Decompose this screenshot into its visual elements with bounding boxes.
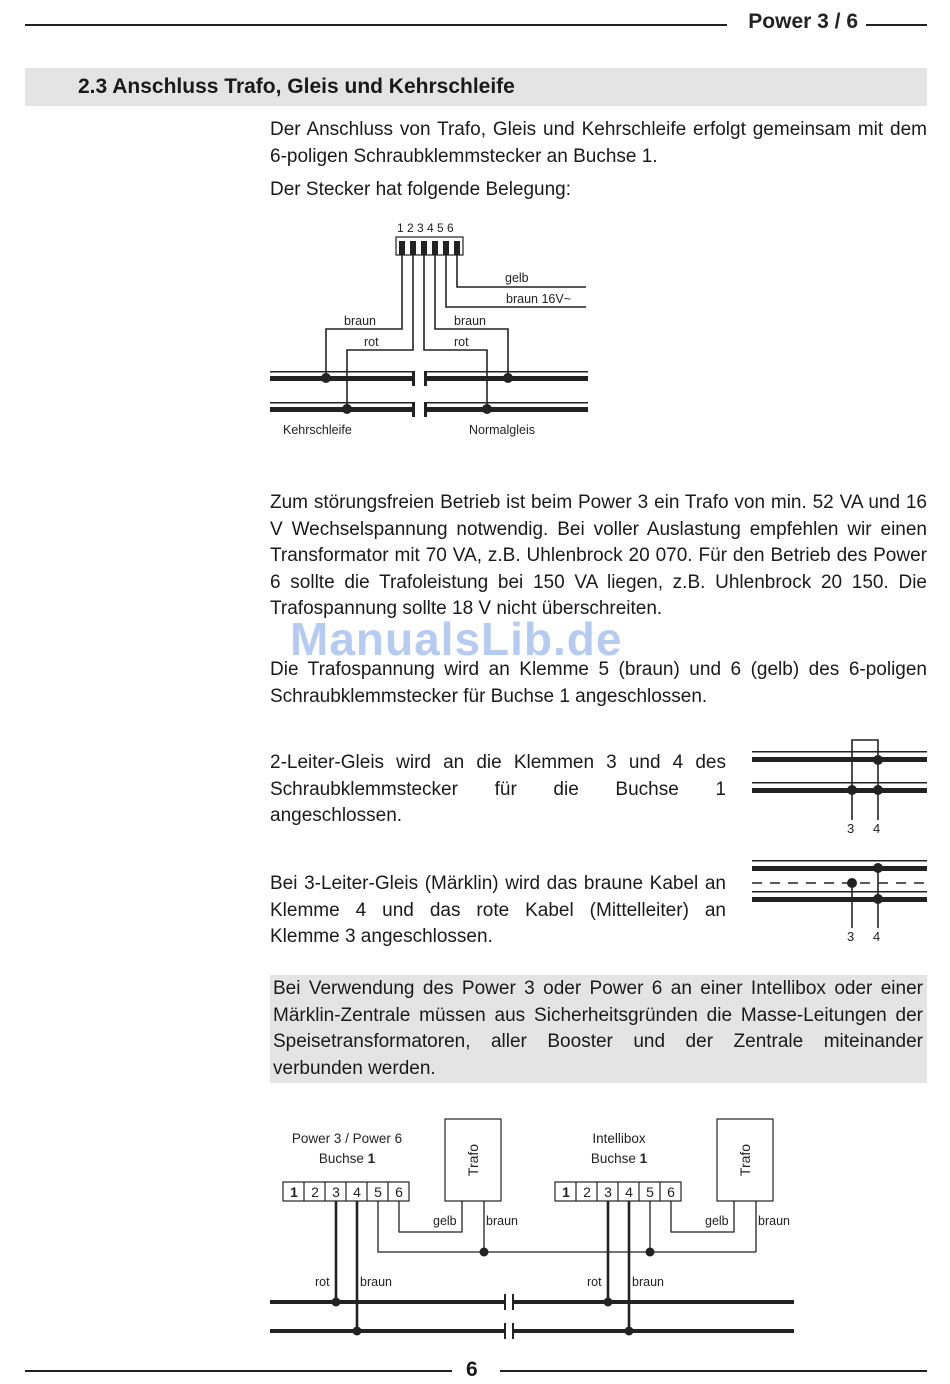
svg-text:2: 2 [583,1184,591,1200]
svg-text:4: 4 [873,929,881,944]
paragraph-2-leiter: 2-Leiter-Gleis wird an die Klemmen 3 und 4 des Schraubklemmstecker für die Buchse 1 angeschlossen. [270,752,726,826]
page-number: 6 [466,1358,478,1381]
power-buchse: Buchse 1 [318,1151,376,1166]
svg-text:1: 1 [562,1184,570,1200]
svg-text:rot: rot [587,1275,602,1289]
svg-text:5: 5 [646,1184,654,1200]
plug-wiring-diagram [268,218,593,443]
note-text: Bei Verwendung des Power 3 oder Power 6 an einer Intellibox oder einer Märklin-Zentrale müssen aus Sicherheitsgründen die Masse-Leitungen der Speisetransformatoren, aller Booster und der Zentrale miteinander verbunden werden. [273,978,923,1079]
three-rail-diagram [750,852,930,952]
svg-text:braun 16V~: braun 16V~ [506,292,571,306]
svg-text:4: 4 [625,1184,633,1200]
svg-text:Kehrschleife: Kehrschleife [283,423,352,437]
power-terminal-block [283,1182,409,1201]
svg-text:Trafo: Trafo [465,1143,481,1177]
intellibox-buchse: Buchse 1 [590,1151,648,1166]
svg-text:4: 4 [353,1184,361,1200]
paragraph-3-leiter: Bei 3-Leiter-Gleis (Märklin) wird das braune Kabel an Klemme 4 und das rote Kabel (Mittelleiter) an Klemme 3 angeschlossen. [270,873,726,947]
svg-text:rot: rot [364,335,379,349]
intellibox-terminal-block [555,1182,681,1201]
svg-text:braun: braun [486,1214,518,1228]
svg-text:5: 5 [374,1184,382,1200]
svg-text:Normalgleis: Normalgleis [469,423,535,437]
paragraph-stecker: Der Stecker hat folgende Belegung: [270,179,572,200]
svg-text:3: 3 [847,929,855,944]
intellibox-title: Intellibox [592,1131,646,1146]
svg-text:rot: rot [454,335,469,349]
svg-text:3: 3 [847,821,855,836]
two-rail-diagram [750,736,930,836]
svg-text:rot: rot [315,1275,330,1289]
footer-rule-right [500,1370,927,1372]
svg-text:braun: braun [344,314,376,328]
svg-text:braun: braun [758,1214,790,1228]
paragraph-trafospannung: Die Trafospannung wird an Klemme 5 (braun) und 6 (gelb) des 6-poligen Schraubklemmstecker für Buchse 1 angeschlossen. [270,659,927,707]
booster-connection-diagram [268,1112,798,1347]
svg-text:gelb: gelb [505,271,529,285]
footer-rule-left [25,1370,452,1372]
paragraph-intro: Der Anschluss von Trafo, Gleis und Kehrschleife erfolgt gemeinsam mit dem 6-poligen Schraubklemmstecker an Buchse 1. [270,119,927,167]
svg-text:6: 6 [395,1184,403,1200]
svg-text:braun: braun [454,314,486,328]
paragraph-trafo: Zum störungsfreien Betrieb ist beim Power 3 ein Trafo von min. 52 VA und 16 V Wechselspannung notwendig. Bei voller Auslastung empfehlen wir einen Transformator mit 70 VA, z.B. Uhlenbrock 20 070. Für den Betrieb des Power 6 sollte die Trafoleistung bei 150 VA liegen, z.B. Uhlenbrock 20 150. Die Trafospannung sollte 18 V nicht überschreiten. [270,492,927,619]
power-title: Power 3 / Power 6 [291,1131,403,1146]
header-rule-right [866,24,927,26]
svg-text:braun: braun [360,1275,392,1289]
svg-text:6: 6 [667,1184,675,1200]
svg-text:gelb: gelb [705,1214,729,1228]
header-title: Power 3 / 6 [748,10,858,33]
section-title: 2.3 Anschluss Trafo, Gleis und Kehrschleife [78,75,515,98]
watermark: ManualsLib.de [290,613,623,665]
svg-text:3: 3 [332,1184,340,1200]
svg-text:1: 1 [290,1184,298,1200]
svg-text:4: 4 [873,821,881,836]
svg-text:2: 2 [311,1184,319,1200]
header-rule-left [25,24,727,26]
svg-text:Trafo: Trafo [737,1143,753,1177]
svg-text:3: 3 [604,1184,612,1200]
plug-pin-numbers: 1 2 3 4 5 6 [397,221,454,235]
svg-text:braun: braun [632,1275,664,1289]
svg-text:gelb: gelb [433,1214,457,1228]
